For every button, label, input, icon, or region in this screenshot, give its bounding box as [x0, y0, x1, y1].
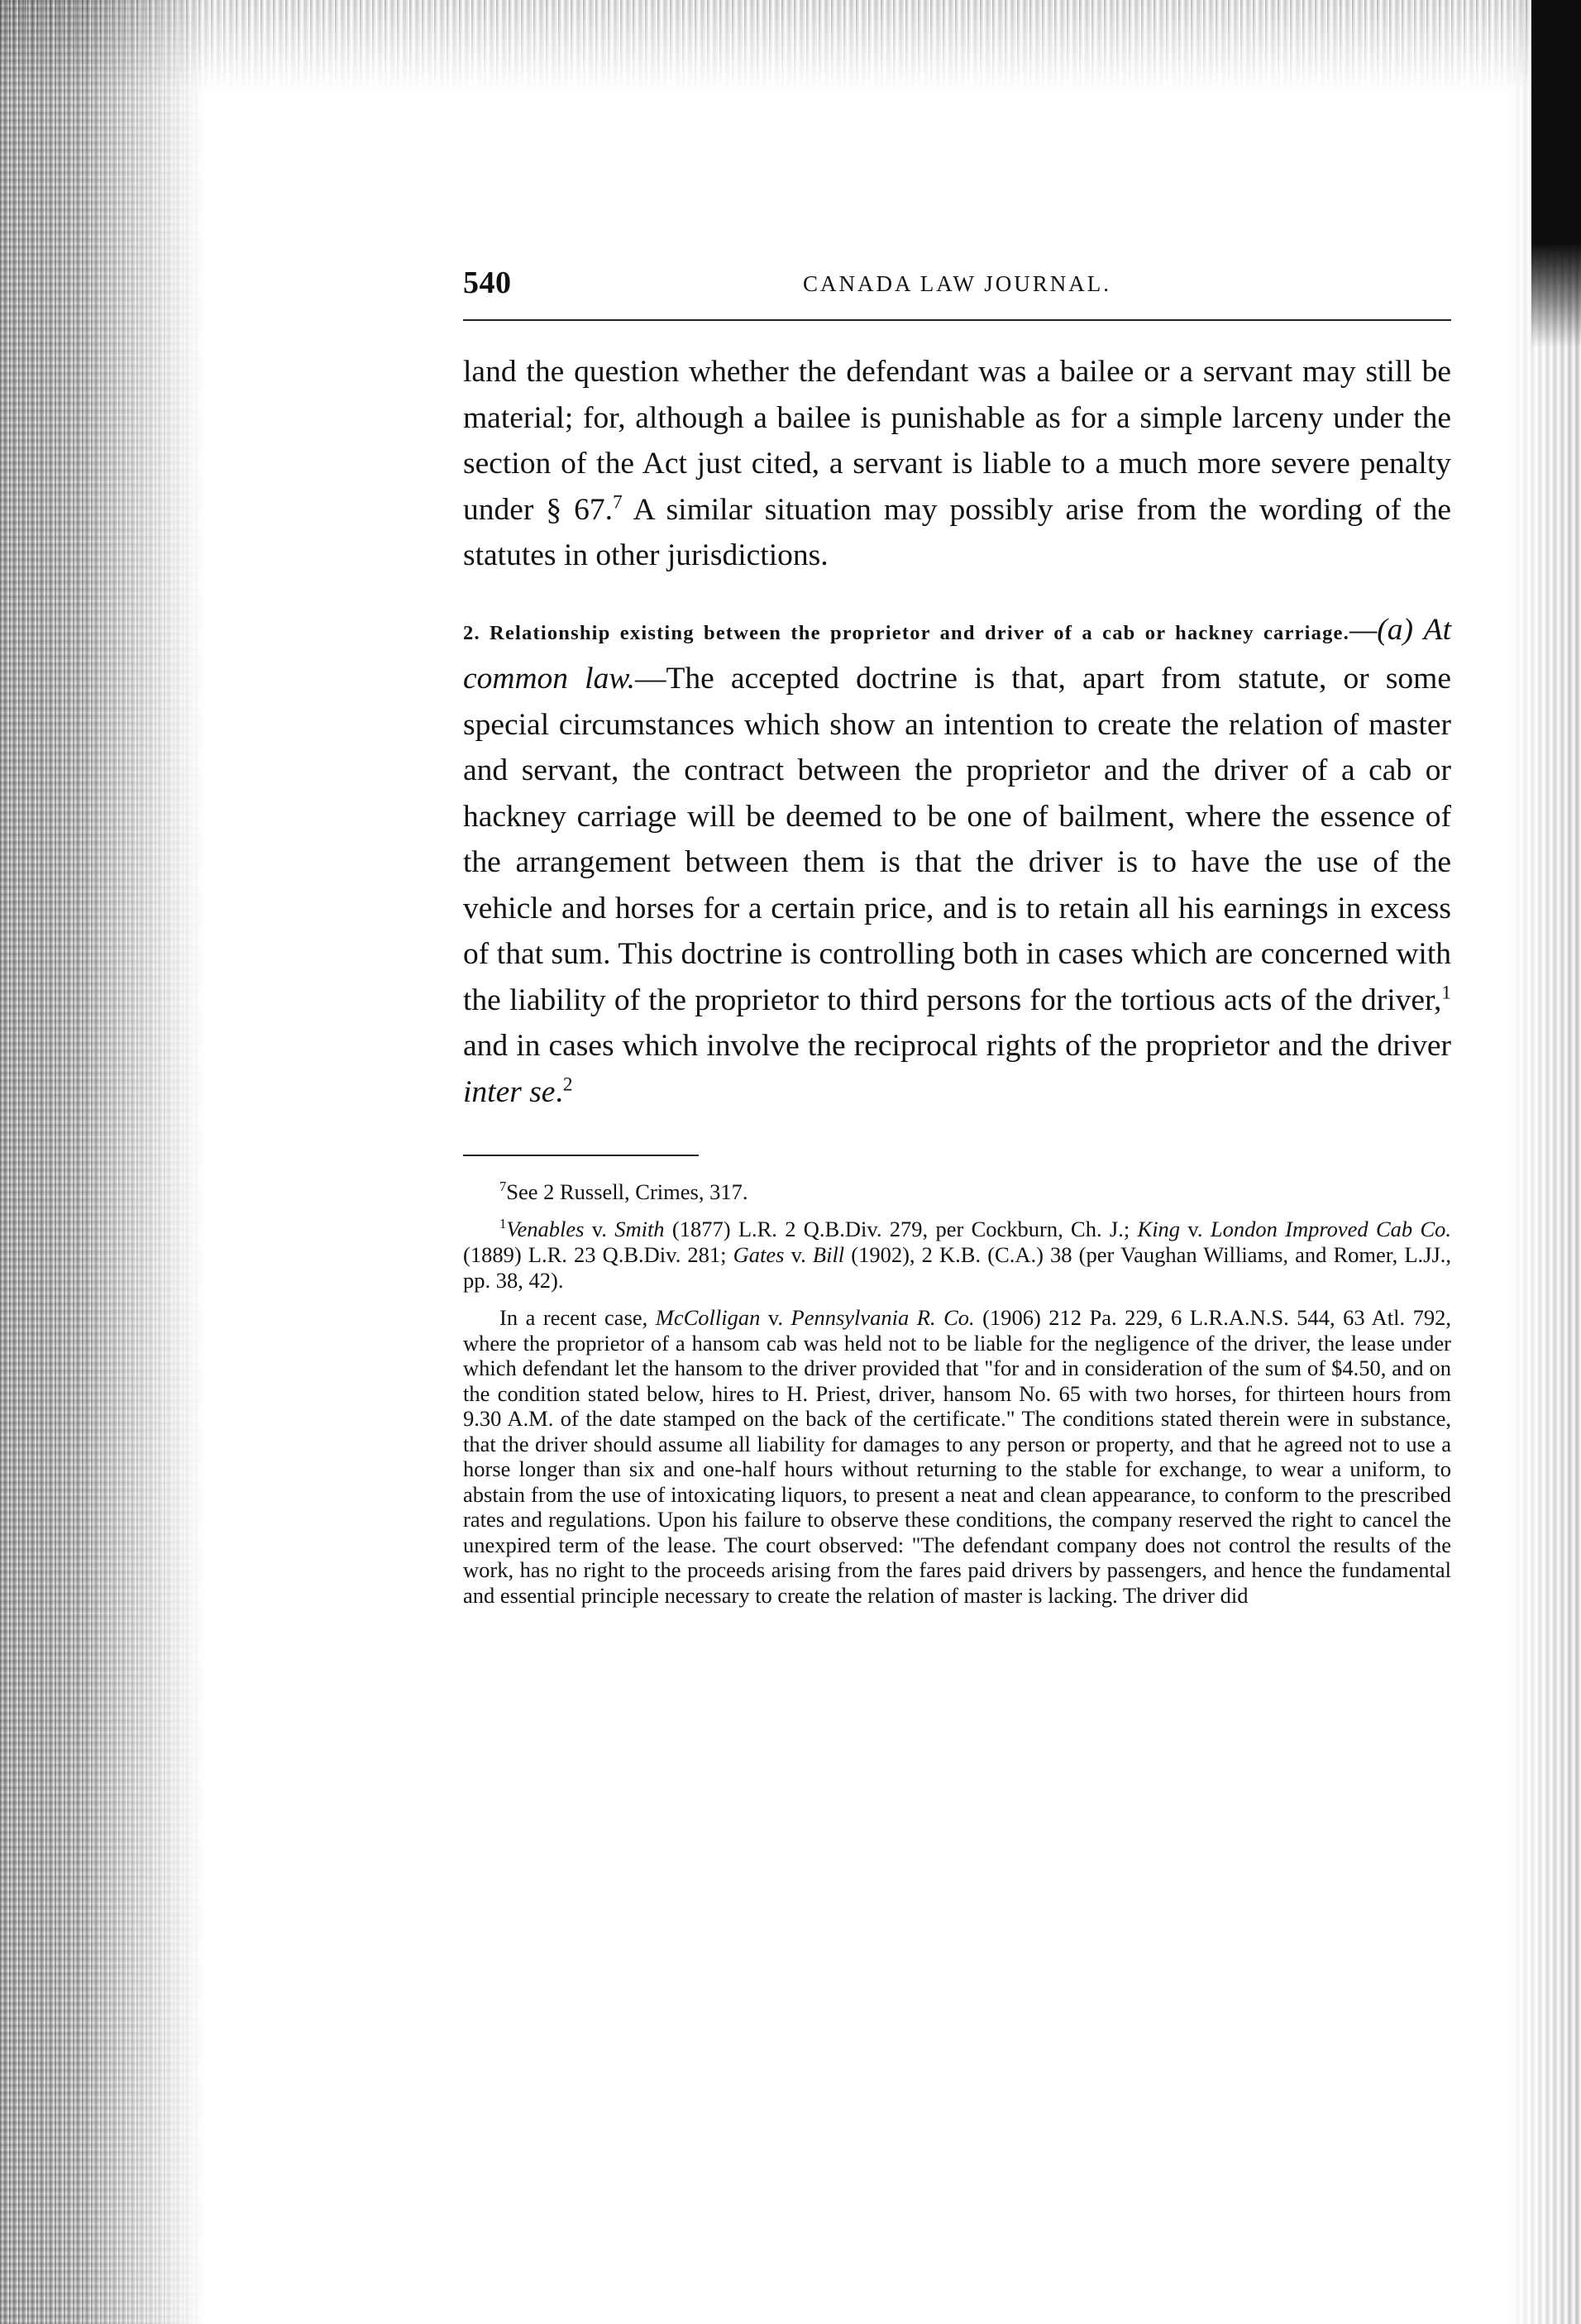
- inter-se-term: inter se: [463, 1074, 556, 1109]
- footnote-1-mark: 1: [499, 1216, 507, 1232]
- footnote-ref-7: 7: [613, 491, 623, 513]
- case-versus: v.: [760, 1305, 791, 1330]
- citation-text: (1877) L.R. 2 Q.B.Div. 279, per Cockburn, Ch. J.;: [664, 1217, 1138, 1241]
- section-2-text-2: and in cases which involve the reciprocal rights of the proprietor and the driver: [463, 1029, 1451, 1063]
- footnote-text: (1906) 212 Pa. 229, 6 L.R.A.N.S. 544, 63 Atl. 792, where the proprietor of a hansom cab was held not to be liable for the negligence of the driver, the lease under which defendant let the hansom to the driver provided that "for and in consideration of the sum of $4.50, and on the condition stated below, hires to H. Priest, driver, hansom No. 65 with two horses, for thirteen hours from 9.30 A.M. of the date stamped on the back of the certificate." The conditions stated therein were in substance, that the driver should assume all liability for damages to any person or property, and that he agreed not to use a horse longer than six and one-half hours without returning to the stable for exchange, to wear a uniform, to abstain from the use of intoxicating liquors, to present a neat and clean appearance, to conform to the prescribed rates and regulations. Upon his failure to observe these conditions, the company reserved the right to cancel the unexpired term of the lease. The court observed: "The defendant company does not control the results of the work, has no right to the proceeds arising from the fares paid drivers by passengers, and hence the fundamental and essential principle necessary to create the relation of master is lacking. The driver did: [463, 1305, 1451, 1608]
- section-2-text-1: —The accepted doctrine is that, apart from statute, or some special circumstances which show an intention to create the relation of master and servant, the contract between the proprietor and the driver of a cab or hackney carriage will be deemed to be one of bailment, where the essence of the arrangement between them is that the driver is to have the use of the vehicle and horses for a certain price, and is to retain all his earnings in excess of that sum. This doctrine is controlling both in cases which are concerned with the liability of the proprietor to third persons for the tortious acts of the driver,: [463, 662, 1451, 1017]
- scan-shadow-left: [0, 0, 207, 2324]
- footnote-1: [463, 1217, 1451, 1294]
- section-2-heading: 2. Relationship existing between the proprietor and driver of a cab or hackney carriage.: [463, 621, 1349, 644]
- section-2-text-3: .: [555, 1074, 563, 1109]
- citation-text: (1889) L.R. 23 Q.B.Div. 281;: [463, 1242, 733, 1267]
- footnote-ref-2: 2: [562, 1074, 573, 1095]
- journal-page: [463, 265, 1451, 1608]
- case-name: Gates: [733, 1242, 785, 1267]
- case-name: Smith: [614, 1217, 665, 1241]
- case-versus: v.: [1180, 1217, 1211, 1241]
- footnote-7-text: See 2 Russell, Crimes, 317.: [506, 1179, 748, 1204]
- case-name: London Improved Cab Co.: [1210, 1217, 1452, 1241]
- section-2-subheading: —(a) At common law.: [463, 612, 1451, 696]
- intro-text-part1: land the question whether the defendant was a bailee or a servant may still be material; for, although a bailee is punishable as for a simple larceny under the section of the Act just cited, a servant is liable to a much more severe penalty under § 67.: [463, 355, 1451, 527]
- citation-text: (1902), 2 K.B. (C.A.) 38 (per Vaughan Williams, and Romer, L.JJ., pp. 38, 42).: [463, 1242, 1452, 1293]
- page-number: 540: [463, 265, 512, 300]
- scan-shadow-top: [0, 0, 1581, 91]
- case-versus: v.: [784, 1242, 813, 1267]
- case-name: King: [1137, 1217, 1181, 1241]
- footnotes: [463, 1179, 1451, 1608]
- case-name: McColligan: [655, 1305, 761, 1330]
- footnote-7: [463, 1179, 1451, 1205]
- running-head: [463, 265, 1451, 314]
- footnote-7-mark: 7: [499, 1179, 507, 1195]
- footnote-rule: [463, 1155, 699, 1156]
- intro-paragraph: [463, 349, 1451, 579]
- footnote-1-continuation: [463, 1305, 1451, 1608]
- journal-title: CANADA LAW JOURNAL.: [802, 271, 1112, 296]
- case-name: Venables: [506, 1217, 585, 1241]
- case-name: Bill: [812, 1242, 845, 1267]
- footnote-text: In a recent case,: [499, 1305, 656, 1330]
- footnote-ref-1: 1: [1441, 982, 1451, 1003]
- case-versus: v.: [584, 1217, 615, 1241]
- scan-corner-shadow: [1531, 0, 1581, 347]
- header-rule: [463, 319, 1451, 321]
- section-2-paragraph: [463, 607, 1451, 1116]
- scan-shadow-right: [1507, 0, 1581, 2324]
- intro-text-part2: A similar situation may possibly arise from the wording of the statutes in other jurisdictions.: [463, 492, 1451, 572]
- case-name: Pennsylvania R. Co.: [790, 1305, 975, 1330]
